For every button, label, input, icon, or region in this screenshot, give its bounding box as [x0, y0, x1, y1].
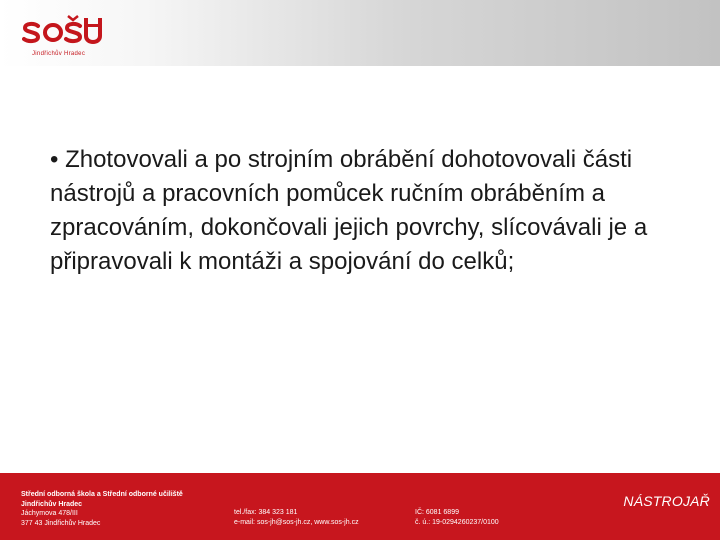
footer-school-name: Střední odborná škola a Střední odborné učiliště	[21, 491, 183, 498]
footer-email: e-mail: sos-jh@sos-jh.cz, www.sos-jh.cz	[234, 518, 359, 526]
footer-address	[21, 490, 183, 528]
bullet-glyph: •	[50, 146, 59, 173]
bullet-text: Zhotovovali a po strojním obrábění dohotovovali části nástrojů a pracovních pomůcek ručním obráběním a zpracováním, dokončovali jejich povrchy, slícovávali je a připravovali k montáži a spojování do celků;	[50, 146, 648, 275]
footer-street: Jáchymova 478/III	[21, 510, 78, 517]
footer-postal: 377 43 Jindřichův Hradec	[21, 519, 101, 527]
logo-mark-icon	[22, 14, 122, 48]
header-band	[0, 0, 720, 66]
footer-ico: IČ: 6081 6899	[415, 509, 459, 516]
footer-ids	[415, 508, 499, 527]
school-logo	[22, 14, 132, 58]
footer-account: č. ú.: 19-0294260237/0100	[415, 518, 499, 526]
profession-tag: NÁSTROJAŘ	[623, 493, 710, 509]
logo-subtitle: Jindřichův Hradec	[32, 51, 86, 57]
bullet-item	[50, 143, 710, 279]
footer-city: Jindřichův Hradec	[21, 500, 83, 508]
footer-phone: tel./fax: 384 323 181	[234, 509, 298, 516]
footer-contact	[234, 508, 359, 527]
footer-band	[0, 473, 720, 540]
